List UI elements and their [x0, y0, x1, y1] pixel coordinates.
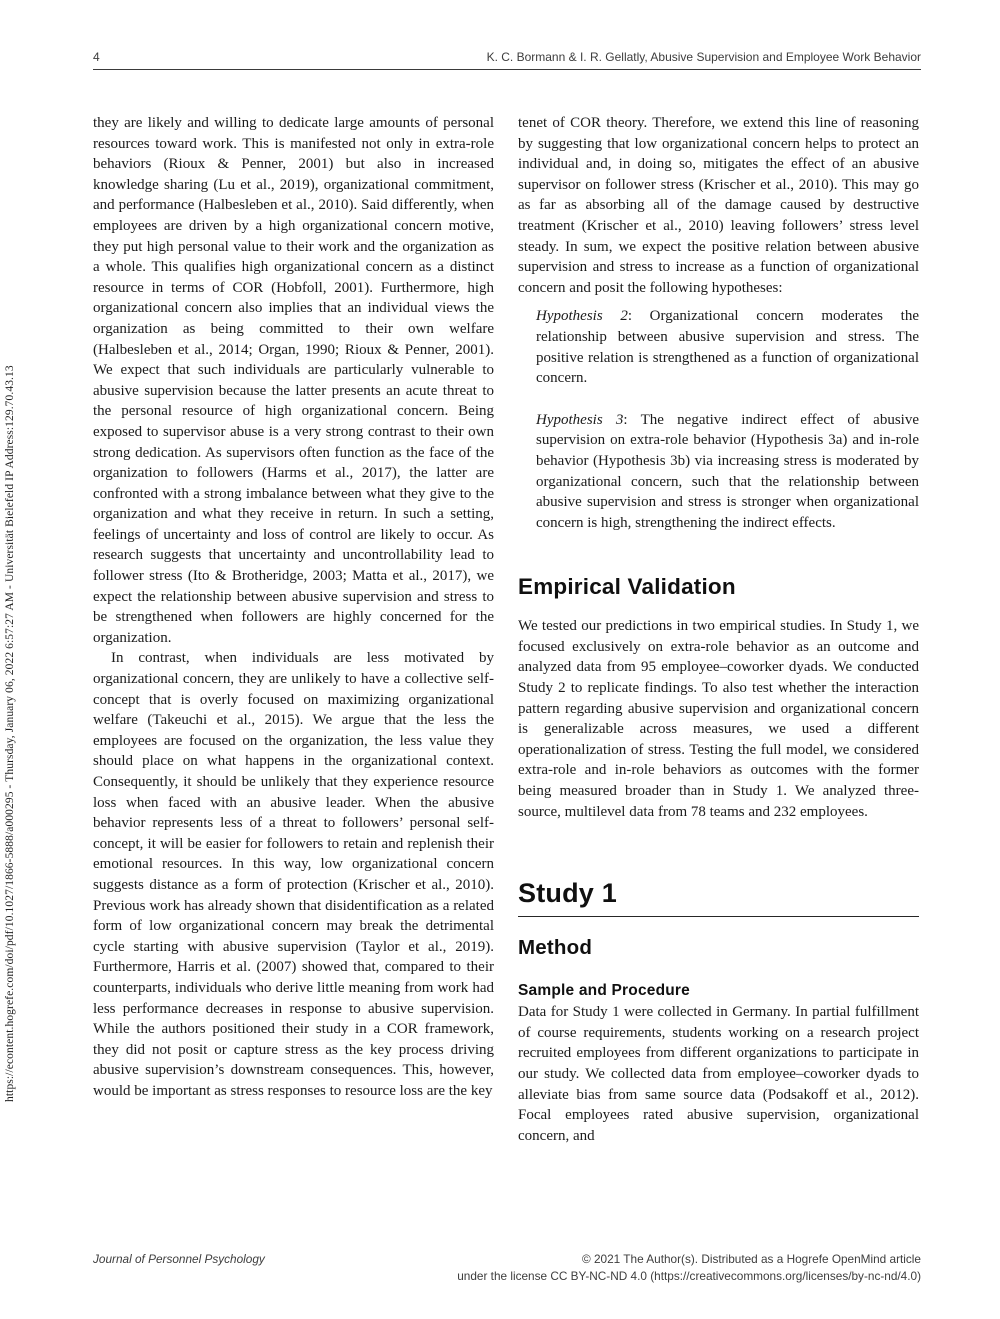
page-header — [93, 50, 921, 70]
left-column — [93, 113, 494, 1102]
page-number: 4 — [93, 50, 100, 64]
copyright-notice — [457, 1251, 921, 1284]
header-rule — [93, 69, 921, 70]
hypothesis-3-label: Hypothesis 3 — [536, 411, 624, 428]
copyright-line-2: under the license CC BY-NC-ND 4.0 (https://creativecommons.org/licenses/by-nc-nd/4.0) — [457, 1268, 921, 1283]
body-paragraph: tenet of COR theory. Therefore, we extend this line of reasoning by suggesting that low organizational concern helps to protect an individual and, in doing so, mitigates the effect of an abusive supervisor on follower stress (Krischer et al., 2010). This may go as far as absorbing all of the damage caused by destructive treatment (Krischer et al., 2010) leaving followers’ stress level steady. In sum, we expect the positive relation between abusive supervision and stress to increase as a function of organizational concern and posit the following hypotheses: — [518, 115, 919, 296]
hypothesis-2 — [536, 306, 919, 388]
page-footer — [93, 1251, 921, 1284]
hypothesis-3 — [536, 410, 919, 534]
method-heading: Method — [518, 936, 593, 960]
copyright-line-1: © 2021 The Author(s). Distributed as a Hogrefe OpenMind article — [582, 1252, 921, 1266]
download-watermark — [4, 228, 28, 1102]
body-paragraph: they are likely and willing to dedicate large amounts of personal resources toward work. This is manifested not only in extra-role behaviors (Rioux & Penner, 2001) but also in increased knowledge sharing (Lu et al., 2019), organizational commitment, and performance (Halbesleben et al., 2010). Said differently, when employees are driven by a high organizational concern motive, they put high personal value to their work and the organization as a whole. This qualifies high organizational concern as a distinct resource in terms of COR (Hobfoll, 2001). Furthermore, high organizational concern also implies that an individual views the organization as being committed to their own welfare (Halbesleben et al., 2014; Organ, 1990; Rioux & Penner, 2001). We expect that such individuals are particularly vulnerable to abusive supervision because the latter presents an acute threat to the personal resource of high organizational concern. Being exposed to supervisor abuse is a very strong contrast to their own strong dedication. As supervisors often function as the face of the organization to followers (Harms et al., 2017), the latter are confronted with a strong imbalance between what they give to the organization and what they receive in return. In such a setting, feelings of uncertainty and loss of control are likely to occur. As research suggests that uncertainty and uncontrollability lead to follower stress (Ito & Brotheridge, 2003; Matta et al., 2017), we expect the relationship between abusive supervision and stress to be strengthened when followers are highly concerned for the organization. — [93, 115, 494, 646]
watermark-text: https://econtent.hogrefe.com/doi/pdf/10.1027/1866-5888/a000295 - Thursday, January 06, 2022 6:57:27 AM - Universität Bielefeld IP Address:129.70.43.13 — [4, 365, 16, 1102]
empirical-validation-heading: Empirical Validation — [518, 574, 736, 600]
body-paragraph: In contrast, when individuals are less motivated by organizational concern, they are unlikely to have a collective self-concept that is overly focused on maximizing organizational welfare (Takeuchi et al., 2015). We argue that the less the employees are focused on the organization, the less value they should place on what happens in the organizational context. Consequently, it should be unlikely that they experience resource loss when faced with an abusive leader. When the abusive behavior represents less of a threat to followers’ personal self-concept, it will be easier for followers to retain and replenish their emotional resources. In this way, low organizational concern suggests distance as a form of protection (Krischer et al., 2010). Previous work has already shown that disidentification as a related form of low organizational concern may break the detrimental cycle starting with abusive supervision (Taylor et al., 2019). Furthermore, Harris et al. (2007) showed that, compared to their counterparts, individuals who derive little meaning from work had less performance decreases in response to abusive supervision. While the authors positioned their study in a COR framework, they did not posit or capture stress as the key process driving abusive supervision’s downstream consequences. This, however, would be important as stress responses to resource loss are the key — [93, 650, 494, 1099]
running-head: K. C. Bormann & I. R. Gellatly, Abusive Supervision and Employee Work Behavior — [486, 50, 921, 64]
sample-procedure-heading: Sample and Procedure — [518, 982, 690, 1000]
body-paragraph: Data for Study 1 were collected in Germany. In partial fulfillment of course requirements, students working on a research project recruited employees from different organizations to participate in our study. We collected data from employee–coworker dyads to alleviate bias from same source data (Podsakoff et al., 2012). Focal employees rated abusive supervision, organizational concern, and — [518, 1004, 919, 1144]
hypothesis-2-text: : Organizational concern moderates the relationship between abusive supervision and stress. The positive relation is strengthened as a function of organizational concern. — [536, 308, 919, 387]
journal-name: Journal of Personnel Psychology — [93, 1252, 265, 1266]
hypothesis-3-text: : The negative indirect effect of abusive supervision on extra-role behavior (Hypothesis 3a) and in-role behavior (Hypothesis 3b) via increasing stress is moderated by organizational concern, such that the relationship between abusive supervision and stress is stronger when organizational concern is high, strengthening the indirect effects. — [536, 411, 919, 531]
study-1-heading: Study 1 — [518, 878, 919, 917]
right-column — [518, 113, 919, 1146]
body-paragraph: We tested our predictions in two empirical studies. In Study 1, we focused exclusively on extra-role behavior as an outcome and analyzed data from 95 employee–coworker dyads. We conducted Study 2 to replicate findings. To also test whether the interaction pattern regarding abusive supervision and organizational concern is generalizable across measures, we used a different operationalization of stress. Testing the full model, we considered extra-role and in-role behaviors as outcomes with the former being measured broader than in Study 1. We analyzed three-source, multilevel data from 78 teams and 232 employees. — [518, 618, 919, 820]
hypothesis-2-label: Hypothesis 2 — [536, 308, 628, 325]
